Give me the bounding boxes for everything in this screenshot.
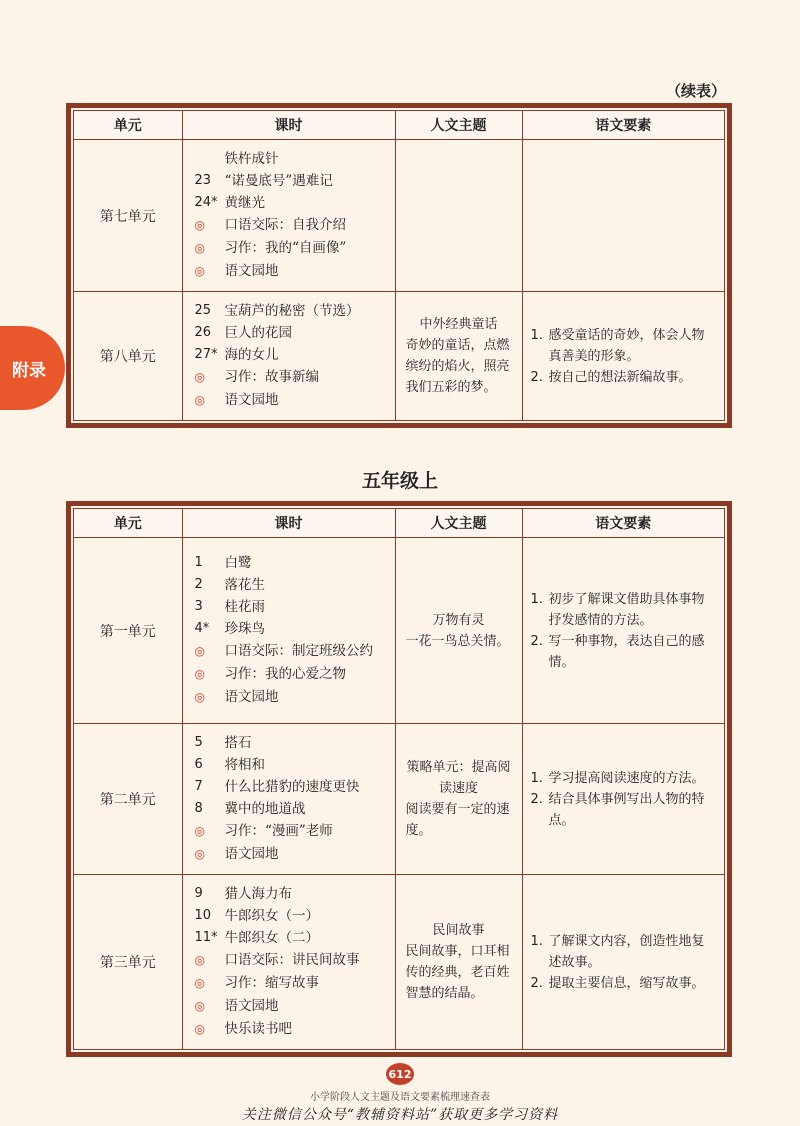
lesson-title: 口语交际：制定班级公约 — [224, 643, 373, 659]
lesson-number — [195, 170, 225, 192]
lesson-item — [195, 640, 389, 663]
element-text: 提取主要信息，缩写故事。 — [548, 975, 705, 991]
lesson-number — [195, 552, 225, 574]
lesson-title: 珍珠鸟 — [224, 621, 265, 637]
lesson-title: 什么比猎豹的速度更快 — [224, 779, 360, 795]
element-number: 2. — [530, 791, 543, 807]
lesson-number — [195, 754, 225, 776]
circle-bullet-icon: ◎ — [194, 1022, 205, 1036]
lesson-title: 语文园地 — [224, 998, 279, 1014]
lesson-number-text: 4* — [194, 621, 210, 636]
theme-text: 奇妙的童话，点燃缤纷的焰火，照亮我们五彩的梦。 — [405, 338, 510, 395]
lesson-number — [195, 820, 225, 843]
lesson-number — [195, 663, 225, 686]
theme-cell — [395, 724, 522, 875]
lesson-number — [195, 883, 225, 905]
theme-title: 中外经典童话 — [419, 317, 498, 332]
circle-bullet-icon: ◎ — [194, 241, 205, 255]
lesson-item — [195, 574, 389, 596]
header-lessons: 课时 — [182, 509, 395, 538]
lesson-number-text: 3 — [194, 599, 203, 614]
element-number: 1. — [530, 933, 543, 949]
element-number: 2. — [530, 975, 543, 991]
lesson-number-text: 6 — [194, 757, 203, 772]
lesson-title: 快乐读书吧 — [224, 1021, 292, 1037]
header-elements: 语文要素 — [522, 111, 724, 140]
lesson-number — [195, 905, 225, 927]
lesson-number-text: 10 — [194, 908, 212, 923]
unit-name: 第一单元 — [74, 538, 182, 724]
elements-cell — [522, 875, 724, 1050]
table-row — [74, 140, 724, 292]
elements-cell — [522, 538, 724, 724]
lesson-number — [195, 148, 225, 170]
lesson-title: 落花生 — [224, 577, 265, 593]
lesson-title: 宝葫芦的秘密（节选） — [224, 303, 360, 319]
lesson-number — [195, 389, 225, 412]
theme-title: 民间故事 — [432, 923, 485, 938]
lesson-number — [195, 574, 225, 596]
lesson-item — [195, 389, 389, 412]
lesson-item — [195, 618, 389, 640]
lesson-title: 口语交际：自我介绍 — [224, 217, 346, 233]
lesson-title: 语文园地 — [224, 392, 279, 408]
header-unit: 单元 — [74, 111, 182, 140]
circle-bullet-icon: ◎ — [194, 264, 205, 278]
lesson-item — [195, 820, 389, 843]
lesson-number — [195, 776, 225, 798]
element-item — [531, 367, 717, 388]
lesson-number-text: 2 — [194, 577, 203, 592]
lesson-number — [195, 260, 225, 283]
lesson-item — [195, 237, 389, 260]
lesson-number — [195, 237, 225, 260]
lesson-item — [195, 798, 389, 820]
lesson-item — [195, 905, 389, 927]
lesson-number — [195, 686, 225, 709]
lesson-number-text: 24* — [194, 195, 218, 210]
elements-cell — [522, 292, 724, 421]
header-theme: 人文主题 — [395, 111, 522, 140]
circle-bullet-icon: ◎ — [194, 218, 205, 232]
unit-name: 第八单元 — [74, 292, 182, 421]
grade-title: 五年级上 — [361, 470, 438, 492]
lesson-item — [195, 552, 389, 574]
circle-bullet-icon: ◎ — [194, 824, 205, 838]
element-item — [531, 789, 717, 831]
elements-cell — [522, 724, 724, 875]
lessons-cell — [182, 724, 395, 875]
appendix-tab-label: 附录 — [12, 361, 46, 381]
element-item — [531, 325, 717, 367]
lesson-number — [195, 972, 225, 995]
table-row — [74, 538, 724, 724]
circle-bullet-icon: ◎ — [194, 370, 205, 384]
element-number: 1. — [530, 591, 543, 607]
table-row — [74, 724, 724, 875]
continued-label: （续表） — [665, 82, 726, 100]
lesson-number-text: 26 — [194, 325, 212, 340]
unit-name: 第二单元 — [74, 724, 182, 875]
element-item — [531, 589, 717, 631]
theme-cell — [395, 875, 522, 1050]
footer-book-title: 小学阶段人文主题及语文要素梳理速查表 — [310, 1092, 490, 1103]
lesson-number-text: 1 — [194, 555, 203, 570]
lesson-item — [195, 663, 389, 686]
lesson-number — [195, 344, 225, 366]
lesson-item — [195, 260, 389, 283]
theme-cell — [395, 140, 522, 292]
lesson-item — [195, 754, 389, 776]
element-text: 结合具体事例写出人物的特点。 — [548, 791, 705, 828]
table-grade4-continued — [66, 103, 732, 428]
lesson-title: 口语交际：讲民间故事 — [224, 952, 360, 968]
lesson-item — [195, 322, 389, 344]
theme-title: 策略单元：提高阅读速度 — [406, 760, 511, 796]
lesson-number — [195, 732, 225, 754]
lesson-title: 习作：我的“自画像” — [224, 240, 347, 256]
lesson-title: 语文园地 — [224, 263, 279, 279]
table-row — [74, 875, 724, 1050]
lesson-item — [195, 170, 389, 192]
header-theme: 人文主题 — [395, 509, 522, 538]
element-item — [531, 931, 717, 973]
header-lessons: 课时 — [182, 111, 395, 140]
lesson-number — [195, 843, 225, 866]
lesson-item — [195, 776, 389, 798]
circle-bullet-icon: ◎ — [194, 690, 205, 704]
lesson-number — [195, 322, 225, 344]
lesson-title: 习作：“漫画”老师 — [224, 823, 333, 839]
lesson-title: 巨人的花园 — [224, 325, 292, 341]
lesson-number — [195, 300, 225, 322]
lesson-item — [195, 596, 389, 618]
lesson-title: 习作：故事新编 — [224, 369, 319, 385]
unit-name: 第七单元 — [74, 140, 182, 292]
lesson-number — [195, 618, 225, 640]
circle-bullet-icon: ◎ — [194, 393, 205, 407]
element-number: 1. — [530, 770, 543, 786]
lesson-number — [195, 798, 225, 820]
lesson-number — [195, 927, 225, 949]
element-text: 按自己的想法新编故事。 — [548, 369, 692, 385]
lesson-item — [195, 927, 389, 949]
lesson-number — [195, 949, 225, 972]
element-number: 2. — [530, 633, 543, 649]
circle-bullet-icon: ◎ — [194, 953, 205, 967]
element-item — [531, 973, 717, 994]
lesson-number — [195, 366, 225, 389]
lesson-number — [195, 214, 225, 237]
lessons-cell — [182, 140, 395, 292]
circle-bullet-icon: ◎ — [194, 999, 205, 1013]
lessons-cell — [182, 292, 395, 421]
circle-bullet-icon: ◎ — [194, 976, 205, 990]
element-text: 写一种事物，表达自己的感情。 — [548, 633, 705, 670]
page-number: 612 — [386, 1063, 414, 1085]
lesson-title: 牛郎织女（一） — [224, 908, 319, 924]
lesson-number-text: 5 — [194, 735, 203, 750]
lesson-item — [195, 883, 389, 905]
lesson-item — [195, 214, 389, 237]
lesson-item — [195, 949, 389, 972]
lesson-number — [195, 596, 225, 618]
table-header-row — [74, 111, 724, 140]
element-text: 初步了解课文借助具体事物抒发感情的方法。 — [548, 591, 705, 628]
lesson-item — [195, 972, 389, 995]
lesson-title: 冀中的地道战 — [224, 801, 306, 817]
lesson-number-text: 11* — [194, 930, 218, 945]
footer-watermark: 关注微信公众号“教辅资料站”获取更多学习资料 — [241, 1107, 559, 1123]
lesson-number — [195, 995, 225, 1018]
element-text: 了解课文内容，创造性地复述故事。 — [548, 933, 705, 970]
lesson-number — [195, 640, 225, 663]
theme-cell — [395, 292, 522, 421]
lesson-item — [195, 1018, 389, 1041]
lesson-number — [195, 1018, 225, 1041]
lesson-title: 黄继光 — [224, 195, 265, 211]
lesson-item — [195, 366, 389, 389]
theme-title: 万物有灵 — [432, 612, 485, 628]
lesson-title: 猎人海力布 — [224, 886, 292, 902]
lesson-number-text: 25 — [194, 303, 212, 318]
theme-text: 阅读要有一定的速度。 — [405, 802, 510, 838]
lesson-title: 语文园地 — [224, 689, 279, 705]
element-item — [531, 768, 717, 789]
table-row — [74, 292, 724, 421]
theme-text: 一花一鸟总关情。 — [405, 633, 510, 649]
lesson-item — [195, 843, 389, 866]
lesson-item — [195, 344, 389, 366]
elements-cell — [522, 140, 724, 292]
lesson-item — [195, 732, 389, 754]
lesson-title: 牛郎织女（二） — [224, 930, 319, 946]
lesson-title: 白鹭 — [224, 555, 252, 571]
lesson-title: 铁杵成针 — [224, 151, 279, 167]
lesson-title: 搭石 — [224, 735, 252, 751]
lesson-number-text: 27* — [194, 347, 218, 362]
lesson-number-text: 8 — [194, 801, 203, 816]
lesson-title: 将相和 — [224, 757, 265, 773]
circle-bullet-icon: ◎ — [194, 847, 205, 861]
header-elements: 语文要素 — [522, 509, 724, 538]
lesson-item — [195, 300, 389, 322]
lesson-title: 语文园地 — [224, 846, 279, 862]
lesson-item — [195, 192, 389, 214]
theme-cell — [395, 538, 522, 724]
lesson-item — [195, 995, 389, 1018]
lessons-cell — [182, 875, 395, 1050]
lesson-title: 桂花雨 — [224, 599, 265, 615]
appendix-side-tab[interactable] — [0, 326, 65, 410]
element-text: 学习提高阅读速度的方法。 — [548, 770, 705, 786]
lesson-item — [195, 148, 389, 170]
circle-bullet-icon: ◎ — [194, 644, 205, 658]
lesson-number-text: 9 — [194, 886, 203, 901]
header-unit: 单元 — [74, 509, 182, 538]
circle-bullet-icon: ◎ — [194, 667, 205, 681]
element-number: 1. — [530, 327, 543, 343]
unit-name: 第三单元 — [74, 875, 182, 1050]
lesson-item — [195, 686, 389, 709]
lesson-number-text: 7 — [194, 779, 203, 794]
lessons-cell — [182, 538, 395, 724]
theme-text: 民间故事，口耳相传的经典，老百姓智慧的结晶。 — [405, 944, 510, 1001]
element-text: 感受童话的奇妙，体会人物真善美的形象。 — [548, 327, 705, 364]
lesson-title: “诺曼底号”遇难记 — [224, 173, 333, 189]
lesson-title: 习作：缩写故事 — [224, 975, 319, 991]
element-number: 2. — [530, 369, 543, 385]
lesson-title: 海的女儿 — [224, 347, 279, 363]
table-grade5-first — [66, 501, 732, 1057]
lesson-number-text: 23 — [194, 173, 212, 188]
lesson-number — [195, 192, 225, 214]
table-header-row — [74, 509, 724, 538]
element-item — [531, 631, 717, 673]
lesson-title: 习作：我的心爱之物 — [224, 666, 346, 682]
